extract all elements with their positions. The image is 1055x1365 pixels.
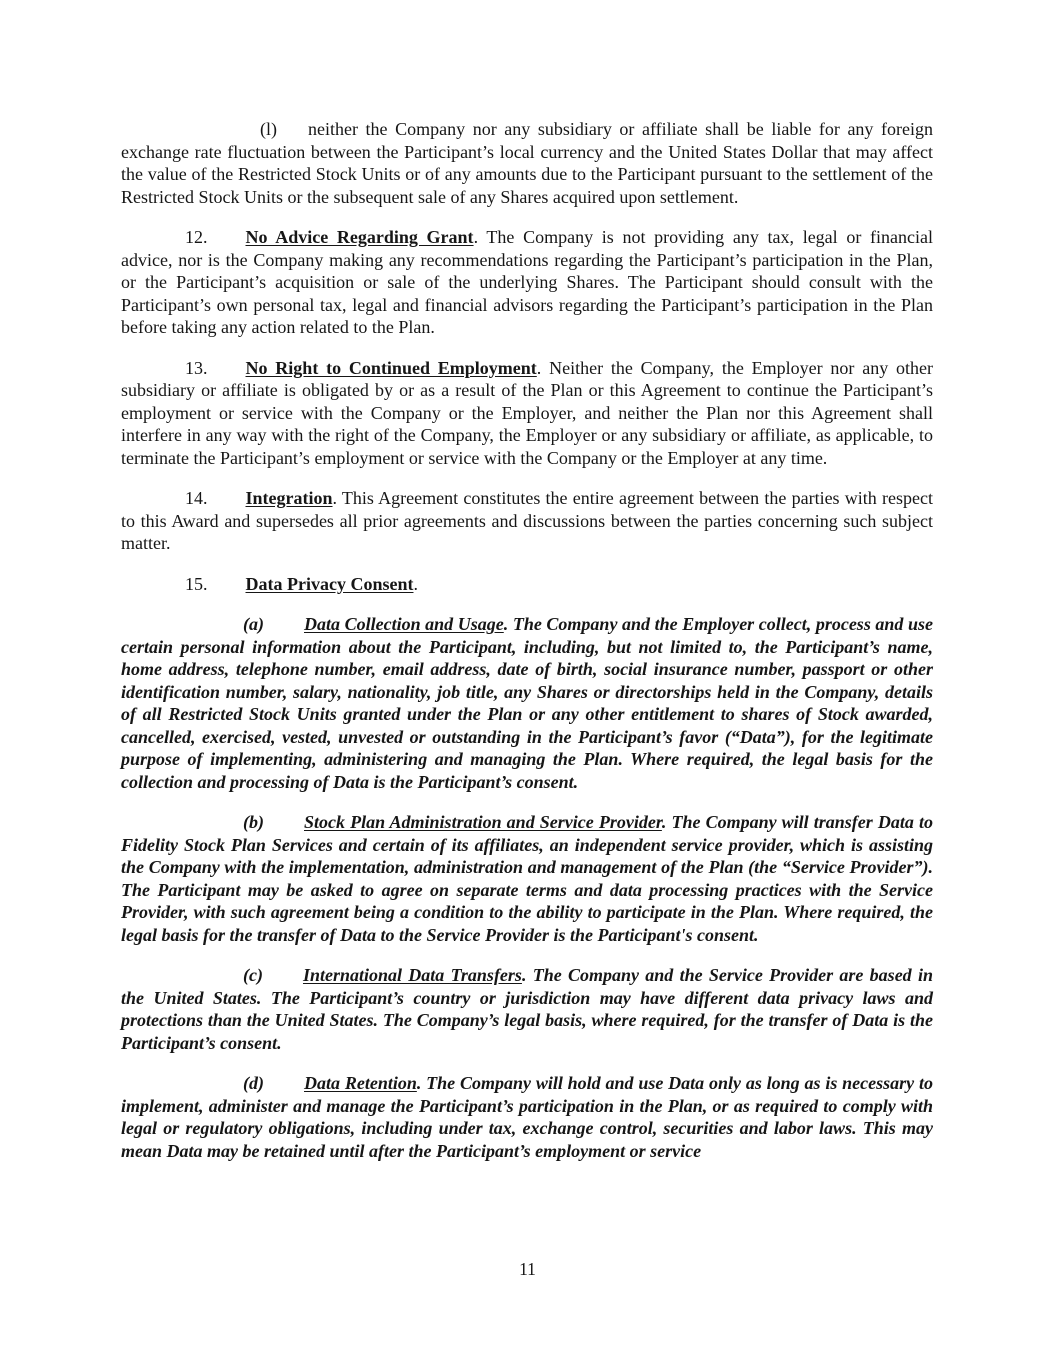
item-label: (b) [243,812,264,832]
body-text: . Neither the Company, the Employer nor any other subsidiary or affiliate is obligated by or as a result of the Plan or this Agreement to continue the Participant’s employment or service with the Company or the Employer, and neither the Plan nor this Agreement shall interfere in any way with the right of the Company, the Employer or any subsidiary or affiliate, as applicable, to terminate the Participant’s employment or service with the Company or the Employer at any time. [121,357,934,468]
page-footer [0,1259,1055,1280]
section-heading: No Advice Regarding Grant [245,227,474,247]
section-heading: Data Privacy Consent [245,573,414,594]
section-14 [121,487,933,555]
privacy-item-d [121,1072,933,1162]
section-heading: Integration [245,488,333,508]
list-item-l [121,118,933,208]
section-number: 15. [185,573,208,594]
section-number: 13. [185,357,208,378]
section-heading: No Right to Continued Employment [245,357,537,378]
item-heading: Data Retention [304,1073,417,1093]
section-15 [121,573,933,596]
item-label: (a) [243,614,264,634]
body-text: . The Company is not providing any tax, legal or financial advice, nor is the Company making any recommendations regarding the Participant’s participation in the Plan, or the Participant’s acquisition or sale of the underlying Shares. The Participant should consult with the Participant’s own personal tax, legal and financial advisors regarding the Participant’s participation in the Plan before taking any action related to the Plan. [121,227,934,337]
body-text: . The Company and the Service Provider are based in the United States. The Participant’s country or jurisdiction may have different data privacy laws and protections than the United States. The Company’s legal basis, where required, for the transfer of Data is the Participant’s consent. [121,965,933,1053]
body-text: . The Company and the Employer collect, process and use certain personal information about the Participant, including, but not limited to, the Participant’s name, home address, telephone number, email address, date of birth, social insurance number, passport or other identification number, salary, nationality, job title, any Shares or directorships held in the Company, details of all Restricted Stock Units granted under the Plan or any other entitlement to shares of Stock awarded, cancelled, exercised, vested, unvested or outstanding in the Participant’s favor (“Data”), for the legitimate purpose of implementing, administering and managing the Plan. Where required, the legal basis for the collection and processing of Data is the Participant’s consent. [121,614,933,792]
item-heading: Stock Plan Administration and Service Provider [304,812,662,832]
item-label: (c) [243,965,263,985]
section-13 [121,357,933,470]
body-text: . The Company will transfer Data to Fidelity Stock Plan Services and certain of its affiliates, an independent service provider, which is assisting the Company with the implementation, administration and management of the Plan (the “Service Provider”). The Participant may be asked to agree on separate terms and data processing practices with the Service Provider, with such agreement being a condition to the ability to participate in the Plan. Where required, the legal basis for the transfer of Data to the Service Provider is the Participant's consent. [121,812,934,945]
section-number: 14. [185,488,208,508]
privacy-item-c [121,964,933,1054]
privacy-item-b [121,811,933,946]
page-number: 11 [519,1259,536,1279]
section-12 [121,226,933,339]
body-text: . This Agreement constitutes the entire agreement between the parties with respect to this Award and supersedes all prior agreements and discussions between the parties concerning such subject matter. [121,488,933,553]
item-label: (d) [243,1073,264,1093]
section-number: 12. [185,227,208,247]
privacy-item-a [121,613,933,793]
item-heading: Data Collection and Usage [304,614,504,634]
item-label: (l) [260,119,277,139]
body-text: . [413,573,418,594]
item-heading: International Data Transfers [302,965,522,985]
body-text: . The Company will hold and use Data only as long as is necessary to implement, administer and manage the Participant’s participation in the Plan, or as required to comply with legal or regulatory obligations, including under tax, exchange control, securities and labor laws. This may mean Data may be retained until after the Participant’s employment or service [121,1073,933,1161]
body-text: neither the Company nor any subsidiary or affiliate shall be liable for any foreign exchange rate fluctuation between the Participant’s local currency and the United States Dollar that may affect the value of the Restricted Stock Units or of any amounts due to the Participant pursuant to the settlement of the Restricted Stock Units or the subsequent sale of any Shares acquired upon settlement. [121,119,933,207]
